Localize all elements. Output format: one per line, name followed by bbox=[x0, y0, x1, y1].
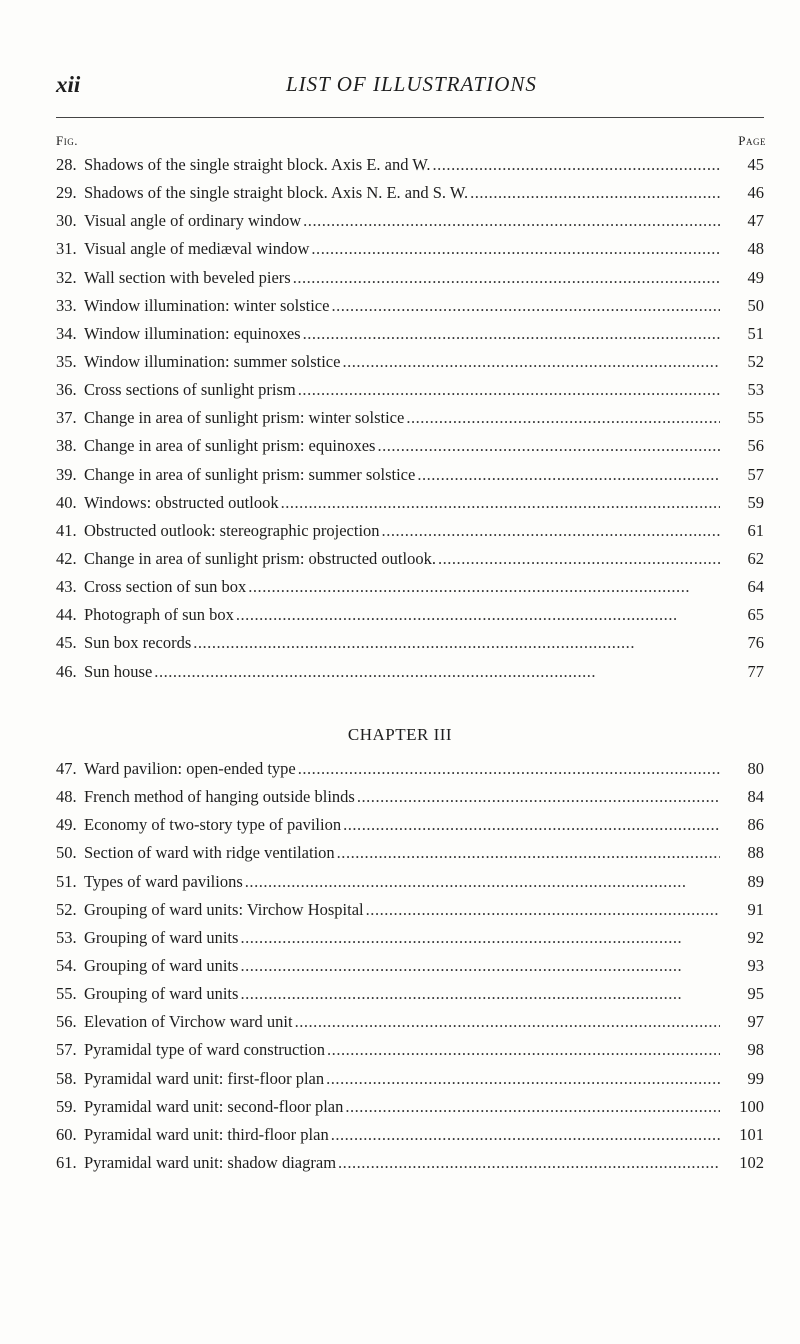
page-reference: 56 bbox=[747, 436, 764, 456]
figure-number: 28. bbox=[56, 155, 77, 174]
dot-leader bbox=[240, 924, 720, 952]
illustration-entry bbox=[56, 952, 766, 980]
dot-leader bbox=[193, 629, 720, 657]
figure-number: 32. bbox=[56, 267, 77, 287]
figure-number: 41. bbox=[56, 520, 77, 540]
figure-title: Pyramidal ward unit: shadow diagram bbox=[84, 1152, 337, 1172]
illustration-entry bbox=[56, 573, 766, 601]
column-headings bbox=[56, 133, 766, 153]
page-reference: 47 bbox=[747, 211, 764, 231]
dot-leader bbox=[154, 658, 720, 686]
figure-number: 31. bbox=[56, 239, 77, 259]
figure-number: 47. bbox=[56, 759, 77, 778]
illustration-entry bbox=[56, 404, 766, 432]
page-reference: 91 bbox=[747, 899, 764, 919]
illustration-entry bbox=[56, 348, 766, 376]
illustration-entry bbox=[56, 924, 766, 952]
illustration-entry bbox=[56, 1008, 766, 1036]
figure-number: 30. bbox=[56, 211, 77, 231]
dot-leader bbox=[406, 404, 720, 432]
figure-number: 46. bbox=[56, 661, 77, 681]
page-reference: 62 bbox=[747, 548, 764, 568]
figure-title: Visual angle of ordinary window bbox=[84, 211, 302, 231]
figure-title: Economy of two-story type of pavilion bbox=[84, 815, 342, 835]
page-reference: 84 bbox=[747, 787, 764, 807]
illustration-entry bbox=[56, 376, 766, 404]
figure-number: 37. bbox=[56, 408, 77, 428]
dot-leader bbox=[326, 1065, 720, 1093]
figure-number: 40. bbox=[56, 492, 77, 512]
page-reference: 100 bbox=[739, 1096, 764, 1116]
figure-title: Grouping of ward units bbox=[84, 955, 239, 975]
dot-leader bbox=[281, 489, 720, 517]
figure-title: Cross section of sun box bbox=[84, 577, 247, 597]
figure-number: 52. bbox=[56, 899, 77, 919]
page-reference: 97 bbox=[747, 1012, 764, 1032]
figure-number: 34. bbox=[56, 323, 77, 343]
page-reference: 95 bbox=[747, 984, 764, 1004]
figure-number: 55. bbox=[56, 984, 77, 1004]
dot-leader bbox=[245, 868, 720, 896]
figure-title: Sun house bbox=[84, 661, 153, 681]
figure-number: 58. bbox=[56, 1068, 77, 1088]
illustration-entry bbox=[56, 545, 766, 573]
chapter-heading: CHAPTER III bbox=[347, 725, 453, 744]
dot-leader bbox=[470, 179, 720, 207]
figure-number: 36. bbox=[56, 380, 77, 400]
page-reference: 52 bbox=[747, 351, 764, 371]
figure-title: Sun box records bbox=[84, 633, 192, 653]
page-reference: 55 bbox=[747, 408, 764, 428]
illustration-entry bbox=[56, 264, 766, 292]
fig-column-label: Fig. bbox=[56, 133, 78, 148]
figure-number: 61. bbox=[56, 1152, 77, 1172]
figure-title: Change in area of sunlight prism: summer solstice bbox=[84, 464, 416, 484]
dot-leader bbox=[382, 517, 720, 545]
page-reference: 98 bbox=[747, 1040, 764, 1060]
figure-number: 43. bbox=[56, 577, 77, 597]
illustration-entry bbox=[56, 151, 766, 179]
page-reference: 65 bbox=[747, 605, 764, 625]
page-reference: 102 bbox=[739, 1152, 764, 1172]
page-reference: 57 bbox=[747, 464, 764, 484]
illustration-entry bbox=[56, 783, 766, 811]
illustration-entry bbox=[56, 489, 766, 517]
illustration-entry bbox=[56, 755, 766, 783]
dot-leader bbox=[327, 1036, 720, 1064]
illustration-entry bbox=[56, 658, 766, 686]
illustration-entry bbox=[56, 1093, 766, 1121]
figure-title: Window illumination: summer solstice bbox=[84, 351, 341, 371]
dot-leader bbox=[331, 292, 720, 320]
illustration-entry bbox=[56, 896, 766, 924]
figure-title: Change in area of sunlight prism: winter solstice bbox=[84, 408, 405, 428]
dot-leader bbox=[303, 320, 720, 348]
page-reference: 48 bbox=[747, 239, 764, 259]
page-reference: 76 bbox=[747, 633, 764, 653]
figure-number: 56. bbox=[56, 1012, 77, 1032]
dot-leader bbox=[377, 432, 720, 460]
figure-title: Pyramidal type of ward construction bbox=[84, 1040, 326, 1060]
illustration-entry bbox=[56, 1121, 766, 1149]
figure-number: 57. bbox=[56, 1040, 77, 1060]
figure-title: Wall section with beveled piers bbox=[84, 267, 291, 287]
figure-title: Pyramidal ward unit: first-floor plan bbox=[84, 1068, 325, 1088]
page-reference: 61 bbox=[747, 520, 764, 540]
illustration-entry bbox=[56, 1065, 766, 1093]
figure-number: 53. bbox=[56, 927, 77, 947]
figure-title: Cross sections of sunlight prism bbox=[84, 380, 296, 400]
dot-leader bbox=[342, 348, 720, 376]
dot-leader bbox=[240, 980, 720, 1008]
illustration-entry bbox=[56, 517, 766, 545]
illustration-list-part-2 bbox=[56, 755, 766, 1177]
illustration-entry bbox=[56, 235, 766, 263]
figure-number: 39. bbox=[56, 464, 77, 484]
illustration-entry bbox=[56, 207, 766, 235]
page-number: xii bbox=[56, 72, 81, 97]
figure-title: Change in area of sunlight prism: equinoxes bbox=[84, 436, 376, 456]
dot-leader bbox=[345, 1093, 720, 1121]
figure-title: Obstructed outlook: stereographic projection bbox=[84, 520, 380, 540]
figure-title: French method of hanging outside blinds bbox=[84, 787, 355, 807]
figure-title: Windows: obstructed outlook bbox=[84, 492, 279, 512]
dot-leader bbox=[298, 755, 720, 783]
illustration-entry bbox=[56, 629, 766, 657]
page-reference: 53 bbox=[747, 380, 764, 400]
figure-number: 51. bbox=[56, 871, 77, 891]
page-reference: 101 bbox=[739, 1124, 764, 1144]
dot-leader bbox=[337, 839, 720, 867]
figure-number: 35. bbox=[56, 351, 77, 371]
figure-number: 59. bbox=[56, 1096, 77, 1116]
dot-leader bbox=[357, 783, 720, 811]
illustration-list-part-1 bbox=[56, 151, 766, 686]
figure-title: Window illumination: winter solstice bbox=[84, 295, 330, 315]
illustration-entry bbox=[56, 839, 766, 867]
dot-leader bbox=[236, 601, 720, 629]
figure-title: Change in area of sunlight prism: obstructed outlook. bbox=[84, 548, 436, 568]
page-reference: 86 bbox=[747, 815, 764, 835]
figure-title: Photograph of sun box bbox=[84, 605, 234, 625]
dot-leader bbox=[432, 151, 720, 179]
dot-leader bbox=[438, 545, 720, 573]
page-reference: 99 bbox=[747, 1068, 764, 1088]
page-reference: 49 bbox=[747, 267, 764, 287]
page-reference: 45 bbox=[747, 155, 764, 174]
figure-title: Section of ward with ridge ventilation bbox=[84, 843, 335, 863]
running-title: LIST OF ILLUSTRATIONS bbox=[286, 72, 537, 96]
illustration-entry bbox=[56, 461, 766, 489]
dot-leader bbox=[366, 896, 720, 924]
figure-number: 33. bbox=[56, 295, 77, 315]
figure-title: Shadows of the single straight block. Axis E. and W. bbox=[84, 155, 431, 174]
illustration-entry bbox=[56, 432, 766, 460]
figure-number: 42. bbox=[56, 548, 77, 568]
dot-leader bbox=[240, 952, 720, 980]
page-reference: 89 bbox=[747, 871, 764, 891]
dot-leader bbox=[343, 811, 720, 839]
illustration-entry bbox=[56, 811, 766, 839]
figure-number: 45. bbox=[56, 633, 77, 653]
figure-title: Pyramidal ward unit: second-floor plan bbox=[84, 1096, 344, 1116]
figure-number: 29. bbox=[56, 183, 77, 203]
figure-number: 54. bbox=[56, 955, 77, 975]
illustration-entry bbox=[56, 868, 766, 896]
illustration-entry bbox=[56, 320, 766, 348]
figure-title: Grouping of ward units bbox=[84, 927, 239, 947]
dot-leader bbox=[338, 1149, 720, 1177]
page-reference: 92 bbox=[747, 927, 764, 947]
dot-leader bbox=[248, 573, 720, 601]
illustration-entry bbox=[56, 1149, 766, 1177]
dot-leader bbox=[298, 376, 720, 404]
page-reference: 46 bbox=[747, 183, 764, 203]
illustration-entry bbox=[56, 980, 766, 1008]
figure-number: 44. bbox=[56, 605, 77, 625]
page-reference: 88 bbox=[747, 843, 764, 863]
illustration-entry bbox=[56, 292, 766, 320]
page-reference: 93 bbox=[747, 955, 764, 975]
figure-title: Types of ward pavilions bbox=[84, 871, 243, 891]
figure-number: 50. bbox=[56, 843, 77, 863]
header-rule bbox=[56, 117, 764, 118]
dot-leader bbox=[295, 1008, 720, 1036]
dot-leader bbox=[303, 207, 720, 235]
dot-leader bbox=[331, 1121, 720, 1149]
illustration-entry bbox=[56, 179, 766, 207]
page-reference: 50 bbox=[747, 295, 764, 315]
figure-title: Elevation of Virchow ward unit bbox=[84, 1012, 293, 1032]
figure-title: Shadows of the single straight block. Axis N. E. and S. W. bbox=[84, 183, 469, 203]
dot-leader bbox=[293, 264, 720, 292]
illustration-entry bbox=[56, 601, 766, 629]
page-reference: 80 bbox=[747, 759, 764, 778]
figure-title: Visual angle of mediæval window bbox=[84, 239, 310, 259]
figure-number: 49. bbox=[56, 815, 77, 835]
page-reference: 77 bbox=[747, 661, 764, 681]
figure-title: Ward pavilion: open-ended type bbox=[84, 759, 296, 778]
dot-leader bbox=[311, 235, 720, 263]
illustration-entry bbox=[56, 1036, 766, 1064]
page-column-label: Page bbox=[738, 133, 766, 148]
figure-title: Pyramidal ward unit: third-floor plan bbox=[84, 1124, 329, 1144]
figure-number: 48. bbox=[56, 787, 77, 807]
running-head bbox=[0, 72, 800, 102]
page-reference: 59 bbox=[747, 492, 764, 512]
figure-title: Window illumination: equinoxes bbox=[84, 323, 301, 343]
figure-title: Grouping of ward units: Virchow Hospital bbox=[84, 899, 364, 919]
page-reference: 51 bbox=[747, 323, 764, 343]
figure-title: Grouping of ward units bbox=[84, 984, 239, 1004]
figure-number: 38. bbox=[56, 436, 77, 456]
page-reference: 64 bbox=[747, 577, 764, 597]
figure-number: 60. bbox=[56, 1124, 77, 1144]
dot-leader bbox=[417, 461, 720, 489]
